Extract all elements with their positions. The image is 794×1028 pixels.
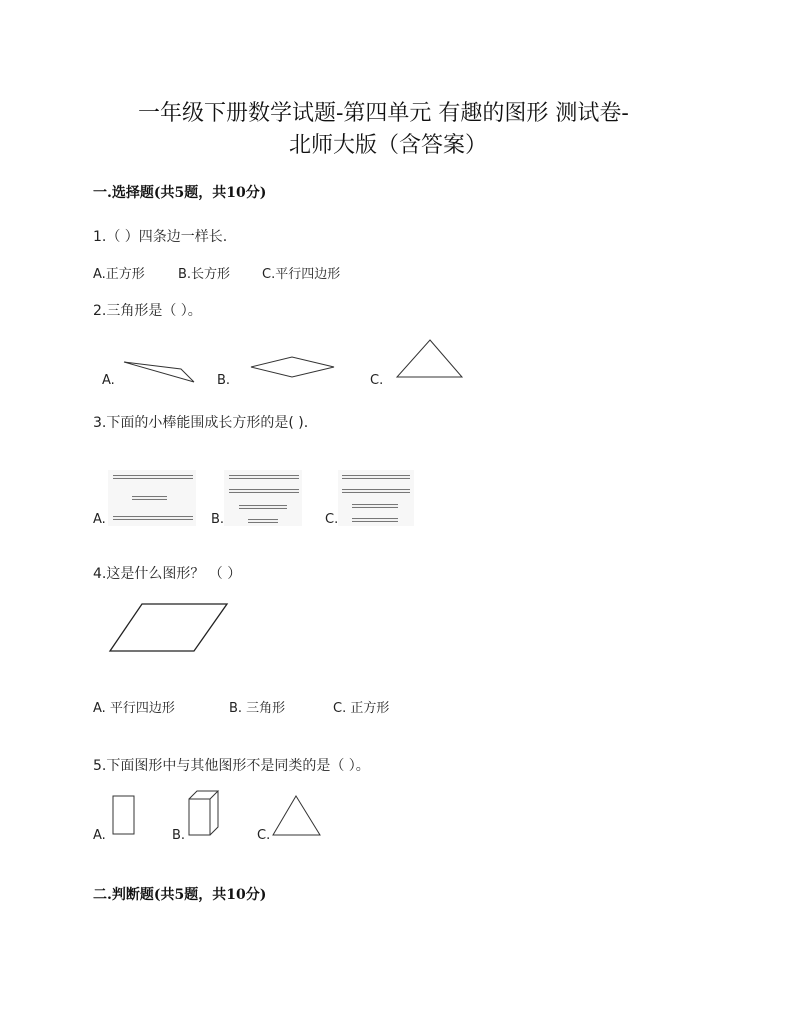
question-3-label-b[interactable]: B. (211, 512, 225, 527)
question-4-option-a[interactable]: A. 平行四边形 (93, 701, 175, 716)
question-2-stem: 2.三角形是（ ）。 (93, 303, 202, 319)
question-3-label-c[interactable]: C. (325, 512, 339, 527)
question-3-label-a[interactable]: A. (93, 512, 106, 527)
question-3-stick (342, 475, 410, 479)
question-2-shape-b-rhombus (248, 355, 338, 381)
question-1-option-b[interactable]: B.长方形 (178, 267, 231, 282)
question-2-label-a[interactable]: A. (102, 373, 115, 388)
question-3-stick (342, 489, 410, 493)
section-heading-judgement: 二.判断题(共5题，共10分) (93, 887, 267, 903)
question-5-shape-b-cuboid (186, 788, 222, 840)
question-2-label-b[interactable]: B. (217, 373, 231, 388)
question-1-option-a[interactable]: A.正方形 (93, 267, 145, 282)
document-title-line2: 北师大版（含答案） (289, 133, 488, 158)
question-4-stem: 4.这是什么图形？ （ ） (93, 566, 242, 582)
question-5-label-a[interactable]: A. (93, 828, 106, 843)
question-5-stem: 5.下面图形中与其他图形不是同类的是（ ）。 (93, 758, 370, 774)
question-5-shape-c-triangle (270, 793, 324, 839)
question-3-stick (248, 519, 278, 523)
section-heading-choice: 一.选择题(共5题，共10分) (93, 185, 267, 201)
question-3-stick (113, 516, 193, 520)
question-3-stick (229, 489, 299, 493)
question-2-label-c[interactable]: C. (370, 373, 384, 388)
question-3-stick (352, 518, 398, 522)
question-3-stick (352, 504, 398, 508)
question-3-stick (229, 475, 299, 479)
document-title-line1: 一年级下册数学试题-第四单元 有趣的图形 测试卷- (138, 101, 629, 126)
question-1-stem: 1.（ ）四条边一样长. (93, 229, 228, 245)
question-2-shape-c-triangle (394, 338, 466, 382)
question-5-shape-a-rectangle (111, 794, 137, 838)
question-4-option-b[interactable]: B. 三角形 (229, 701, 286, 716)
question-3-stick (132, 496, 167, 500)
question-3-stem: 3.下面的小棒能围成长方形的是( ). (93, 415, 309, 431)
question-5-label-c[interactable]: C. (257, 828, 271, 843)
question-3-stick (239, 505, 287, 509)
question-4-parallelogram (106, 601, 232, 655)
question-1-option-c[interactable]: C.平行四边形 (262, 267, 341, 282)
question-4-option-c[interactable]: C. 正方形 (333, 701, 390, 716)
question-3-stick (113, 475, 193, 479)
question-2-shape-a-open-angle (120, 355, 200, 385)
question-5-label-b[interactable]: B. (172, 828, 186, 843)
